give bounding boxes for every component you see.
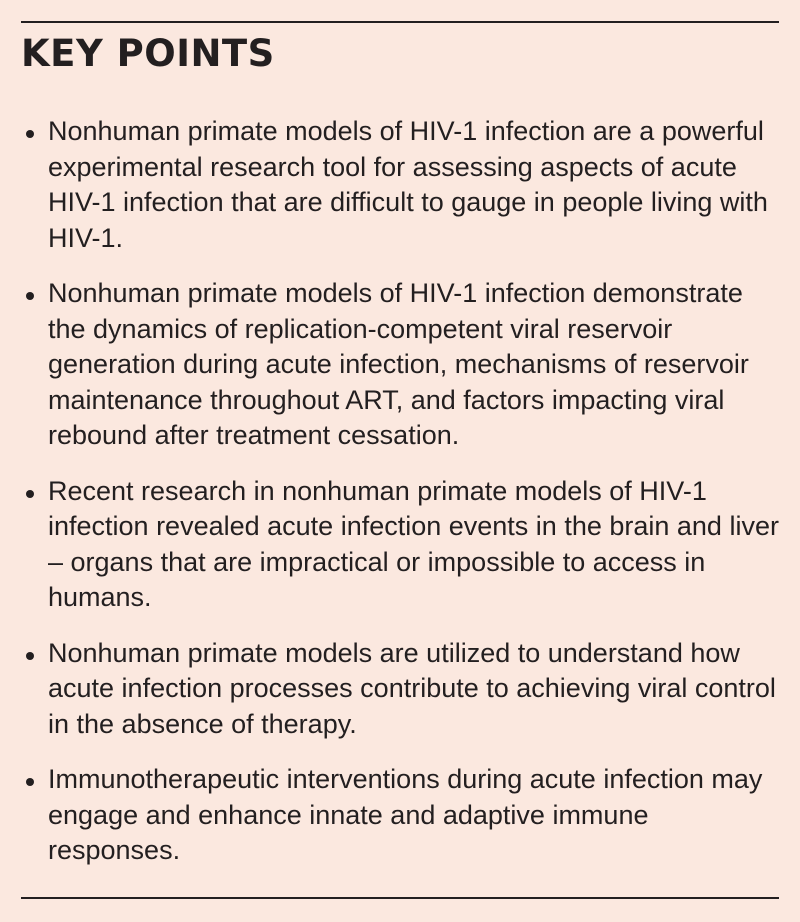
key-point-text: Nonhuman primate models of HIV-1 infection are a powerful experimental research tool for assessing aspects of acute HIV-1 infection that are difficult to gauge in people living with HIV-1. xyxy=(48,116,768,253)
key-point-1 xyxy=(0,114,800,256)
bullet-icon xyxy=(26,652,34,660)
key-point-4 xyxy=(0,636,800,743)
key-point-text: Nonhuman primate models are utilized to understand how acute infection processes contribute to achieving viral control in the absence of therapy. xyxy=(48,637,776,739)
key-point-5 xyxy=(0,762,800,869)
key-point-2 xyxy=(0,276,800,454)
bullet-icon xyxy=(26,778,34,786)
key-point-3 xyxy=(0,474,800,616)
key-points-heading: KEY POINTS xyxy=(21,32,275,75)
key-point-text: Nonhuman primate models of HIV-1 infection demonstrate the dynamics of replication-competent viral reservoir generation during acute infection, mechanisms of reservoir maintenance throughout ART, and factors impacting viral rebound after treatment cessation. xyxy=(48,278,749,450)
bullet-icon xyxy=(26,292,34,300)
key-point-text: Immunotherapeutic interventions during acute infection may engage and enhance innate and adaptive immune responses. xyxy=(48,764,763,865)
bullet-icon xyxy=(26,130,34,138)
top-rule xyxy=(21,21,779,23)
bottom-rule xyxy=(21,897,779,899)
key-point-text: Recent research in nonhuman primate models of HIV-1 infection revealed acute infection events in the brain and liver – organs that are impractical or impossible to access in humans. xyxy=(48,475,779,612)
key-points-list xyxy=(0,114,800,889)
bullet-icon xyxy=(26,490,34,498)
